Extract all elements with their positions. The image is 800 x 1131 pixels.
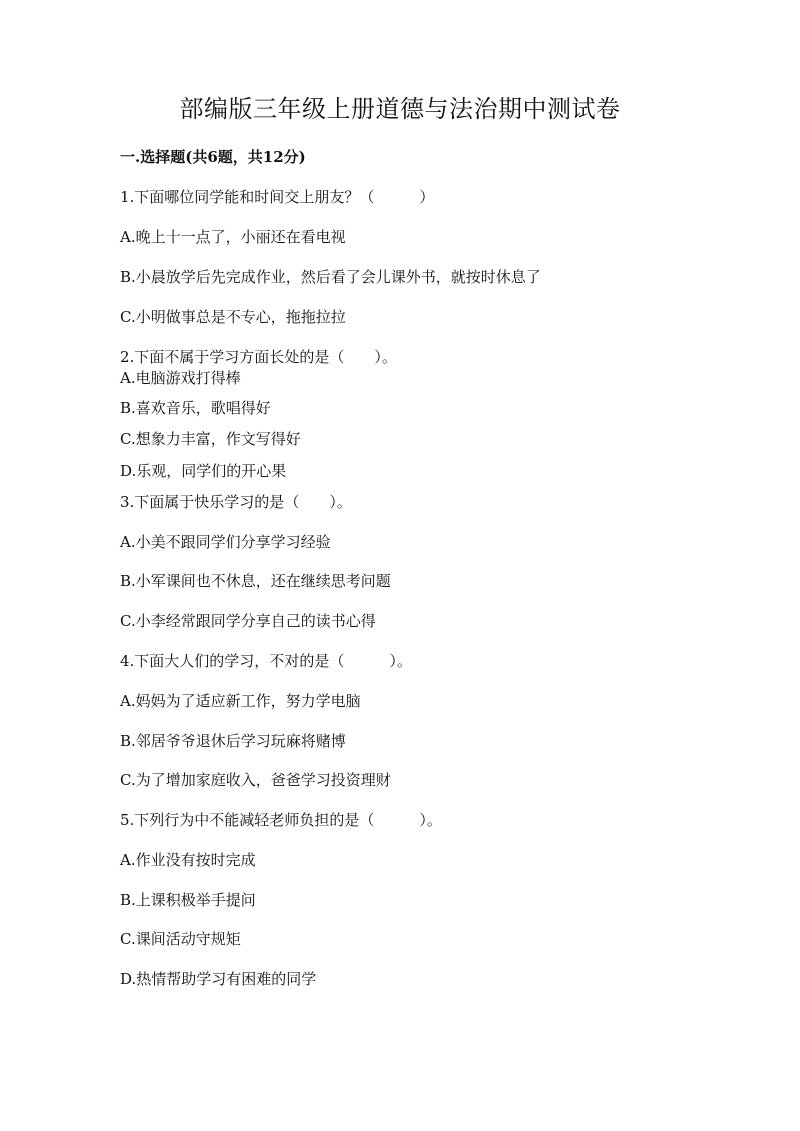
question-2-option-a: A.电脑游戏打得棒 — [120, 369, 241, 387]
question-5-stem: 5.下列行为中不能减轻老师负担的是（ ）。 — [120, 811, 442, 829]
question-1-option-a: A.晚上十一点了，小丽还在看电视 — [120, 228, 346, 246]
question-3-option-b: B.小军课间也不休息，还在继续思考问题 — [120, 572, 391, 590]
question-5-option-c: C.课间活动守规矩 — [120, 930, 241, 948]
page-title: 部编版三年级上册道德与法治期中测试卷 — [179, 95, 621, 123]
question-1-option-b: B.小晨放学后先完成作业，然后看了会儿课外书，就按时休息了 — [120, 268, 541, 286]
question-2-option-b: B.喜欢音乐，歌唱得好 — [120, 399, 271, 417]
question-3-option-a: A.小美不跟同学们分享学习经验 — [120, 533, 331, 551]
question-4-option-b: B.邻居爷爷退休后学习玩麻将赌博 — [120, 732, 346, 750]
question-4-option-a: A.妈妈为了适应新工作，努力学电脑 — [120, 692, 361, 710]
question-5-option-a: A.作业没有按时完成 — [120, 851, 256, 869]
question-3-stem: 3.下面属于快乐学习的是（ ）。 — [120, 493, 352, 511]
question-3-option-c: C.小李经常跟同学分享自己的读书心得 — [120, 612, 376, 630]
question-4-stem: 4.下面大人们的学习，不对的是（ ）。 — [120, 652, 412, 670]
question-2-stem: 2.下面不属于学习方面长处的是（ ）。 — [120, 348, 397, 366]
question-1-stem: 1.下面哪位同学能和时间交上朋友？（ ） — [120, 188, 435, 206]
question-2-option-c: C.想象力丰富，作文写得好 — [120, 430, 301, 448]
question-5-option-d: D.热情帮助学习有困难的同学 — [120, 970, 317, 988]
question-2-option-d: D.乐观，同学们的开心果 — [120, 462, 287, 480]
question-4-option-c: C.为了增加家庭收入，爸爸学习投资理财 — [120, 771, 391, 789]
question-1-option-c: C.小明做事总是不专心，拖拖拉拉 — [120, 308, 346, 326]
section-heading: 一.选择题(共6题，共12分) — [120, 148, 306, 166]
question-5-option-b: B.上课积极举手提问 — [120, 891, 256, 909]
